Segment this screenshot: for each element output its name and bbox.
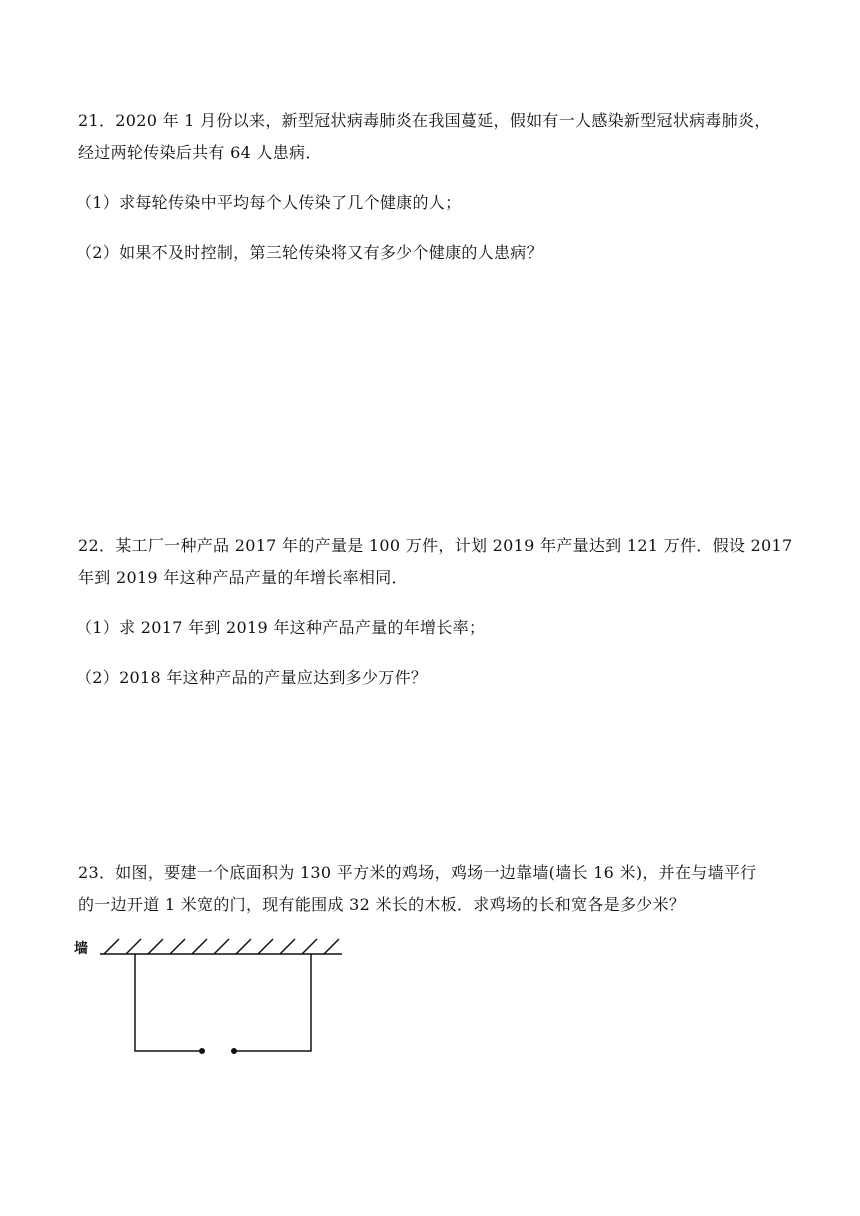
chicken-farm-figure [74, 934, 354, 1064]
wall-label: 墙 [74, 941, 88, 957]
q22-line-2: 年到 2019 年这种产品产量的年增长率相同． [78, 568, 408, 587]
fence-right [234, 954, 311, 1051]
q23-line-2: 的一边开道 1 米宽的门，现有能围成 32 米长的木板．求鸡场的长和宽各是多少米？ [78, 895, 686, 914]
gate-post-left [199, 1048, 205, 1054]
q23-line-1: 23．如图，要建一个底面积为 130 平方米的鸡场，鸡场一边靠墙(墙长 16 米)，并在与墙平行 [78, 863, 757, 882]
q21-part-2: （2）如果不及时控制，第三轮传染将又有多少个健康的人患病？ [76, 243, 543, 262]
fence-left [135, 954, 202, 1051]
q21-part-1: （1）求每轮传染中平均每个人传染了几个健康的人； [76, 193, 462, 212]
farm-diagram [74, 934, 354, 1064]
q22-part-2: （2）2018 年这种产品的产量应达到多少万件？ [76, 668, 428, 687]
q21-line-2: 经过两轮传染后共有 64 人患病． [78, 143, 322, 162]
gate-post-right [231, 1048, 237, 1054]
wall-hatching [104, 939, 339, 954]
q21-line-1: 21．2020 年 1 月份以来，新型冠状病毒肺炎在我国蔓延，假如有一人感染新型冠状病毒肺炎， [78, 111, 771, 130]
q22-part-1: （1）求 2017 年到 2019 年这种产品产量的年增长率； [76, 618, 486, 637]
q22-line-1: 22．某工厂一种产品 2017 年的产量是 100 万件，计划 2019 年产量达到 121 万件．假设 2017 [78, 536, 793, 555]
